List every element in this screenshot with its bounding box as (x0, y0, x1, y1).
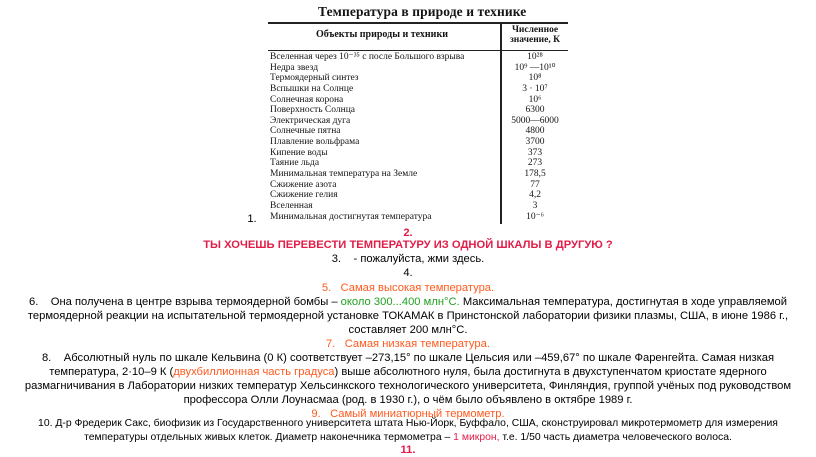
row-value: 10⁻⁶ (526, 211, 544, 222)
line-4: 4. (403, 267, 413, 279)
line-8-end: профессора Олли Лоунасмаа (род. в 1930 г.), о чём было объявлено в октябре 1989 г. (183, 394, 633, 406)
row-value: 10²⁸ (527, 52, 543, 62)
row-object-name: Вспышки на Солнце (270, 83, 354, 94)
paragraph-text: ) выше абсолютного нуля, была достигнута в двухступенчатом криостате ядерного (334, 366, 767, 378)
table-body (268, 52, 568, 222)
row-object-name: Солнечные пятна (270, 126, 341, 137)
table-row (268, 137, 568, 148)
line-7 (0, 337, 816, 351)
row-value: 6300 (525, 105, 545, 116)
paragraph-text: Она получена в центре взрыва термоядерной бомбы – (50, 296, 338, 308)
item-number: 7. (326, 338, 336, 350)
row-object-name: Минимальная достигнутая температура (270, 211, 432, 222)
click-here-link[interactable]: - пожалуйста, жми здесь. (353, 253, 485, 265)
row-object-name: Термоядерный синтез (270, 73, 359, 84)
table-row (268, 105, 568, 116)
line-8-cont2: размагничивания в Лаборатории низких температур Хельсинкского технологического университета, Финляндия, группой учёных под руководством (24, 380, 792, 392)
line-3 (0, 252, 816, 266)
highlight-green: около 300...400 млн°С. (340, 296, 460, 308)
table-row (268, 169, 568, 180)
line-6-end: составляет 200 млн°С. (348, 324, 468, 336)
table-row (268, 95, 568, 106)
paragraph-text: температура, 2·10–9 К ( (49, 366, 174, 378)
row-object-name: Электрическая дуга (270, 115, 351, 126)
table-row (268, 52, 568, 63)
row-value: 10⁸ (528, 73, 542, 84)
header-value: Численное значение, К (509, 25, 561, 45)
row-object-name: Вселенная (270, 200, 313, 211)
table-row (268, 158, 568, 169)
row-value: 373 (527, 147, 543, 158)
table-row (268, 84, 568, 95)
line-2-number: 2. (403, 227, 413, 239)
row-object-name: Плавление вольфрама (270, 137, 360, 148)
line-8-cont (0, 365, 816, 379)
heading-smallest-thermometer: Самый миниатюрный термометр. (330, 408, 505, 420)
row-value: 273 (527, 158, 543, 169)
item-number: 8. (41, 352, 52, 364)
row-object-name: Кипение воды (270, 147, 328, 158)
table-row (268, 180, 568, 191)
item-number: 1. (247, 213, 257, 225)
row-value: 178,5 (524, 169, 546, 180)
row-object-name: Минимальная температура на Земле (270, 169, 418, 180)
item-number: 10. (38, 418, 53, 429)
line-6-cont: термоядерной реакции на испытательной термоядерной установке ТОКАМАК в Принстонской лаборатории физики плазмы, США, в июне 1986 г., (27, 310, 789, 322)
row-object-name: Солнечная корона (270, 94, 344, 105)
item-number: 9. (311, 408, 321, 420)
figure-title: Температура в природе и технике (318, 4, 527, 19)
row-object-name: Недра звезд (270, 62, 319, 73)
item-number: 5. (321, 282, 332, 294)
row-object-name: Сжижение азота (270, 179, 337, 190)
paragraph-text: Д-р Фредерик Сакс, биофизик из Государственного университета штата Нью-Йорк, Буффало, США, сконструировал микротермометр для измерения (55, 418, 778, 429)
table-row (268, 201, 568, 212)
line-5 (0, 281, 816, 295)
line-11: 11. (400, 444, 416, 456)
table-row (268, 190, 568, 201)
paragraph-text: Максимальная температура, достигнутая в ходе управляемой (462, 296, 788, 308)
table-row (268, 63, 568, 74)
row-object-name: Вселенная через 10⁻³⁵ с после Большого взрыва (270, 52, 465, 62)
item-number: 6. (28, 296, 39, 308)
row-value: 10⁶ (528, 94, 542, 105)
header-objects: Объекты природы и техники (316, 29, 448, 40)
table-row (268, 116, 568, 127)
row-value: 5000—6000 (511, 115, 559, 126)
temperature-table (268, 22, 568, 224)
line-10 (0, 418, 816, 430)
table-row (268, 73, 568, 84)
row-value: 4800 (525, 126, 545, 137)
row-object-name: Поверхность Солнца (270, 105, 355, 116)
row-value: 4,2 (529, 190, 541, 201)
line-1 (0, 212, 660, 226)
heading-lowest-temperature: Самая низкая температура. (344, 338, 490, 350)
row-value: 3700 (525, 137, 545, 148)
highlight-orange: двухбиллионная часть градуса (173, 366, 335, 378)
row-value: 3 · 10⁷ (522, 83, 548, 94)
row-object-name: Сжижение гелия (270, 190, 338, 201)
table-row (268, 126, 568, 137)
row-object-name: Таяние льда (270, 158, 320, 169)
item-number: 3. (331, 253, 342, 265)
table-row (268, 148, 568, 159)
paragraph-text: т.е. 1/50 часть диаметра человеческого волоса. (502, 432, 732, 443)
highlight-red: 1 микрон, (453, 432, 500, 443)
row-value: 3 (532, 200, 538, 211)
row-value: 10⁹ —10¹⁰ (514, 62, 556, 73)
line-6 (0, 295, 816, 309)
convert-scale-link[interactable]: ТЫ ХОЧЕШЬ ПЕРЕВЕСТИ ТЕМПЕРАТУРУ ИЗ ОДНОЙ ШКАЛЫ В ДРУГУЮ ? (203, 239, 613, 251)
paragraph-text: температуры отдельных живых клеток. Диаметр наконечника термометра – (84, 432, 451, 443)
temperature-table-figure (268, 0, 568, 222)
heading-highest-temperature: Самая высокая температура. (340, 282, 495, 294)
line-8 (0, 351, 816, 365)
row-value: 77 (530, 179, 540, 190)
table-header (268, 24, 568, 51)
paragraph-text: Абсолютный нуль по шкале Кельвина (0 К) соответствует –273,15° по шкале Цельсия или –459,67° по шкале Фаренгейта. Самая низкая (63, 352, 775, 364)
